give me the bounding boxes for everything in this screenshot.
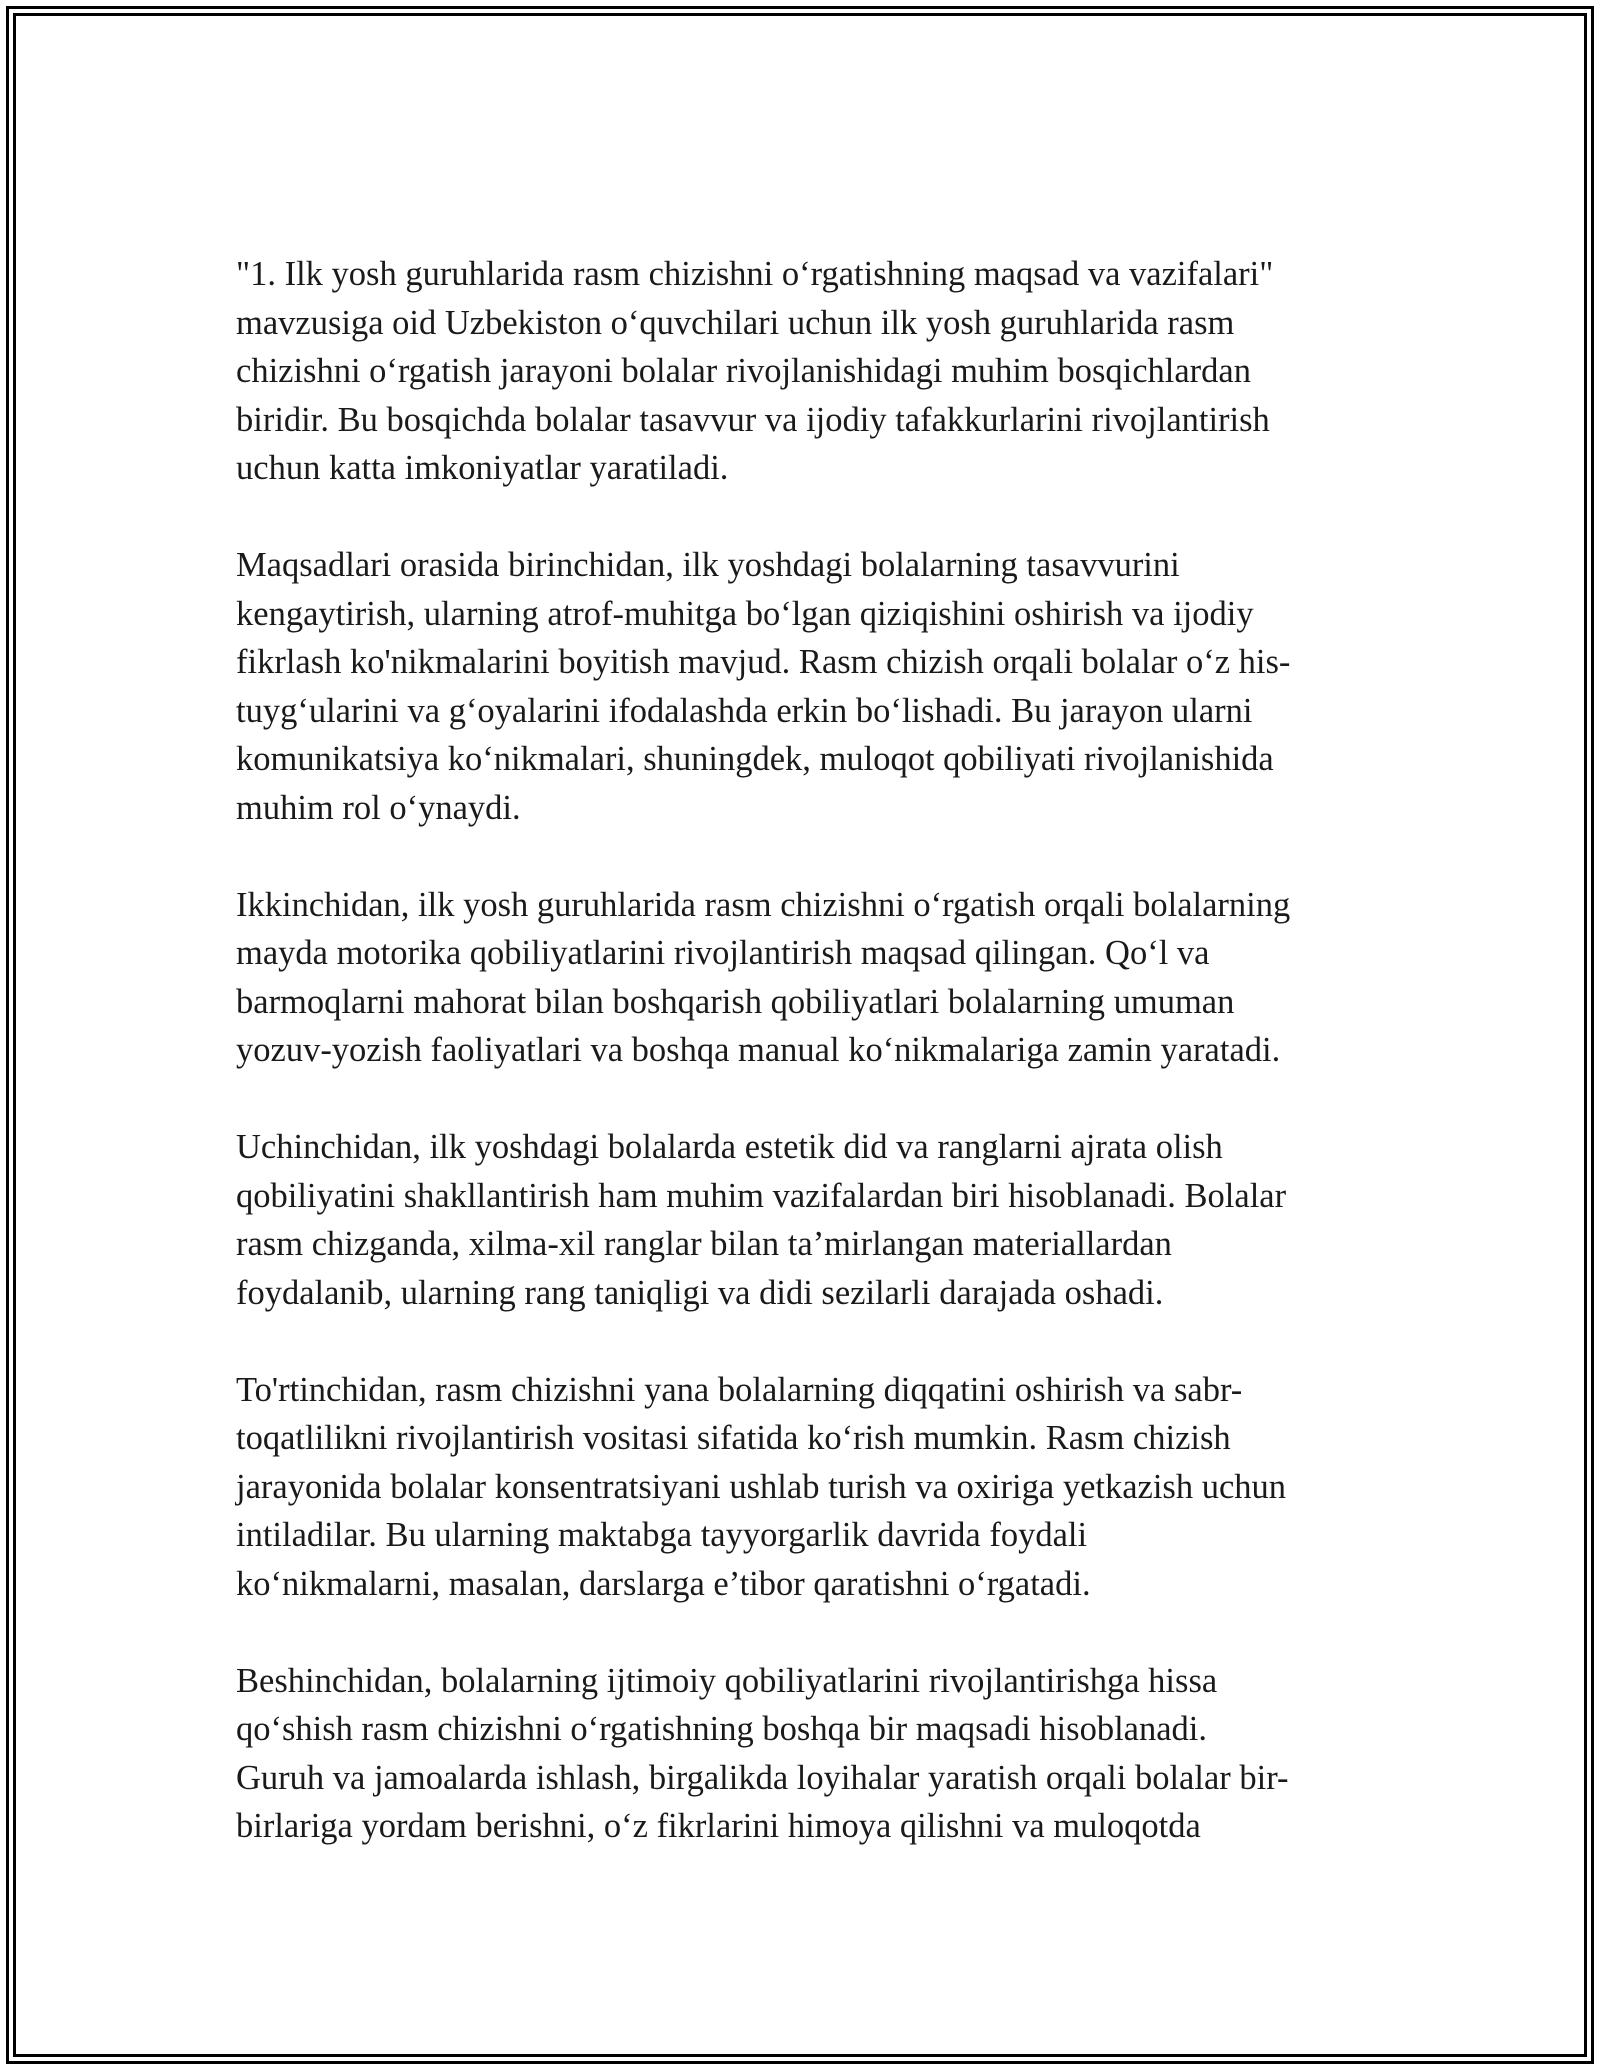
paragraph-fifth-goal: Beshinchidan, bolalarning ijtimoiy qobiliyatlarini rivojlantirishga hissa qo‘shish rasm chizishni o‘rgatishning boshqa bir maqsadi hisoblanadi. Guruh va jamoalarda ishlash, birgalikda loyihalar yaratish orqali bolalar bir- birlariga yordam berishni, o‘z fikrlarini himoya qilishni va muloqotda bbox=[236, 1661, 1289, 1845]
paragraph-intro: "1. Ilk yosh guruhlarida rasm chizishni o‘rgatishning maqsad va vazifalari" mavzusiga oid Uzbekiston o‘quvchilari uchun ilk yosh guruhlarida rasm chizishni o‘rgatish jarayoni bolalar rivojlanishidagi muhim bosqichlardan biridir. Bu bosqichda bolalar tasavvur va ijodiy tafakkurlarini rivojlantirish uchun katta imkoniyatlar yaratiladi. bbox=[236, 255, 1274, 487]
paragraph-fourth-goal: To'rtinchidan, rasm chizishni yana bolalarning diqqatini oshirish va sabr- toqatlilikni rivojlantirish vositasi sifatida ko‘rish mumkin. Rasm chizish jarayonida bolalar konsentratsiyani ushlab turish va oxiriga yetkazish uchun intiladilar. Bu ularning maktabga tayyorgarlik davrida foydali ko‘nikmalarni, masalan, darslarga e’tibor qaratishni o‘rgatadi. bbox=[236, 1370, 1287, 1603]
paragraph-second-goal: Ikkinchidan, ilk yosh guruhlarida rasm chizishni o‘rgatish orqali bolalarning mayda motorika qobiliyatlarini rivojlantirish maqsad qilingan. Qo‘l va barmoqlarni mahorat bilan boshqarish qobiliyatlari bolalarning umuman yozuv-yozish faoliyatlari va boshqa manual ko‘nikmalariga zamin yaratadi. bbox=[236, 885, 1291, 1069]
document-body bbox=[236, 250, 1366, 1851]
paragraph-third-goal: Uchinchidan, ilk yoshdagi bolalarda estetik did va ranglarni ajrata olish qobiliyatini shakllantirish ham muhim vazifalardan biri hisoblanadi. Bolalar rasm chizganda, xilma-xil ranglar bilan ta’mirlangan materiallardan foydalanib, ularning rang taniqligi va didi sezilarli darajada oshadi. bbox=[236, 1128, 1287, 1312]
paragraph-first-goal: Maqsadlari orasida birinchidan, ilk yoshdagi bolalarning tasavvurini kengaytirish, ularning atrof-muhitga bo‘lgan qiziqishini oshirish va ijodiy fikrlash ko'nikmalarini boyitish mavjud. Rasm chizish orqali bolalar o‘z his- tuyg‘ularini va g‘oyalarini ifodalashda erkin bo‘lishadi. Bu jarayon ularni komunikatsiya ko‘nikmalari, shuningdek, muloqot qobiliyati rivojlanishida muhim rol o‘ynaydi. bbox=[236, 546, 1291, 827]
